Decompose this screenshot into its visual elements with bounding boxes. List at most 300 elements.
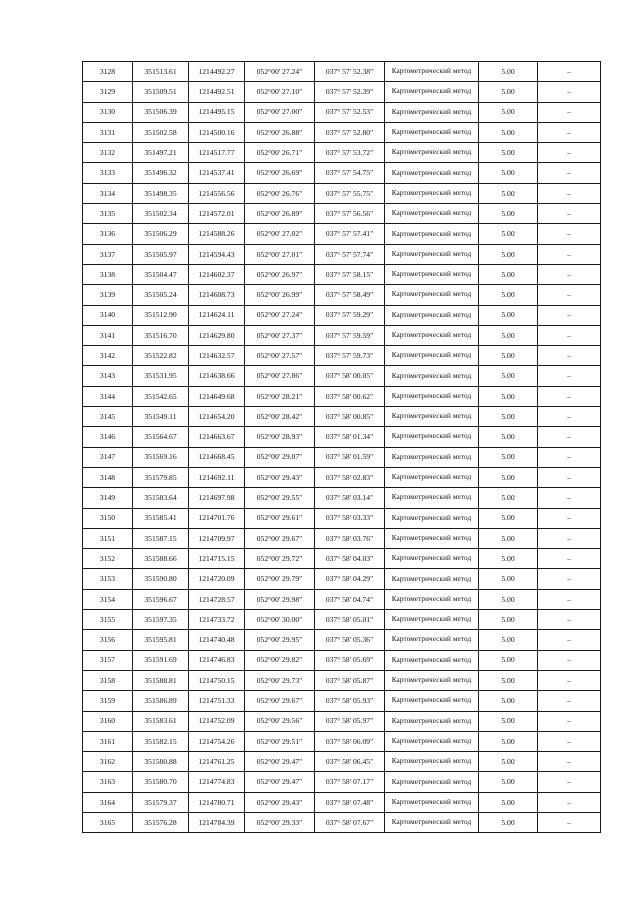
longitude-cell: 037° 57' 59.59" — [315, 325, 385, 345]
y-coordinate-cell: 1214754.26 — [189, 731, 245, 751]
method-cell: Картометрический метод — [385, 366, 479, 386]
longitude-cell: 037° 57' 56.56" — [315, 204, 385, 224]
table-row — [83, 650, 601, 670]
latitude-cell: 052°00' 29.33" — [245, 812, 315, 832]
method-cell: Картометрический метод — [385, 772, 479, 792]
y-coordinate-cell: 1214654.20 — [189, 407, 245, 427]
table-row — [83, 122, 601, 142]
description-cell: – — [538, 204, 601, 224]
table-row — [83, 447, 601, 467]
table-row — [83, 589, 601, 609]
x-coordinate-cell: 351596.67 — [133, 589, 189, 609]
description-cell: – — [538, 427, 601, 447]
table-row — [83, 508, 601, 528]
method-cell: Картометрический метод — [385, 731, 479, 751]
longitude-cell: 037° 57' 54.75" — [315, 163, 385, 183]
accuracy-cell: 5.00 — [479, 467, 538, 487]
longitude-cell: 037° 58' 02.83" — [315, 467, 385, 487]
x-coordinate-cell: 351504.47 — [133, 264, 189, 284]
method-cell: Картометрический метод — [385, 569, 479, 589]
y-coordinate-cell: 1214752.09 — [189, 711, 245, 731]
y-coordinate-cell: 1214588.26 — [189, 224, 245, 244]
coordinates-table-body — [83, 62, 601, 833]
method-cell: Картометрический метод — [385, 163, 479, 183]
latitude-cell: 052°00' 29.73" — [245, 670, 315, 690]
description-cell: – — [538, 569, 601, 589]
point-number-cell: 3147 — [83, 447, 133, 467]
y-coordinate-cell: 1214492.51 — [189, 82, 245, 102]
latitude-cell: 052°00' 27.24" — [245, 62, 315, 82]
longitude-cell: 037° 58' 06.09" — [315, 731, 385, 751]
longitude-cell: 037° 58' 03.14" — [315, 488, 385, 508]
y-coordinate-cell: 1214720.09 — [189, 569, 245, 589]
accuracy-cell: 5.00 — [479, 792, 538, 812]
table-row — [83, 630, 601, 650]
latitude-cell: 052°00' 28.93" — [245, 427, 315, 447]
latitude-cell: 052°00' 29.67" — [245, 528, 315, 548]
description-cell: – — [538, 589, 601, 609]
point-number-cell: 3137 — [83, 244, 133, 264]
description-cell: – — [538, 407, 601, 427]
method-cell: Картометрический метод — [385, 589, 479, 609]
x-coordinate-cell: 351509.51 — [133, 82, 189, 102]
longitude-cell: 037° 58' 05.97" — [315, 711, 385, 731]
point-number-cell: 3156 — [83, 630, 133, 650]
longitude-cell: 037° 57' 52.80" — [315, 122, 385, 142]
description-cell: – — [538, 122, 601, 142]
point-number-cell: 3154 — [83, 589, 133, 609]
x-coordinate-cell: 351502.58 — [133, 122, 189, 142]
accuracy-cell: 5.00 — [479, 772, 538, 792]
latitude-cell: 052°00' 29.95" — [245, 630, 315, 650]
accuracy-cell: 5.00 — [479, 731, 538, 751]
table-row — [83, 467, 601, 487]
latitude-cell: 052°00' 27.02" — [245, 224, 315, 244]
description-cell: – — [538, 305, 601, 325]
longitude-cell: 037° 58' 05.69" — [315, 650, 385, 670]
accuracy-cell: 5.00 — [479, 589, 538, 609]
latitude-cell: 052°00' 29.61" — [245, 508, 315, 528]
x-coordinate-cell: 351505.97 — [133, 244, 189, 264]
accuracy-cell: 5.00 — [479, 447, 538, 467]
x-coordinate-cell: 351585.41 — [133, 508, 189, 528]
latitude-cell: 052°00' 29.79" — [245, 569, 315, 589]
table-row — [83, 204, 601, 224]
method-cell: Картометрический метод — [385, 792, 479, 812]
latitude-cell: 052°00' 26.97" — [245, 264, 315, 284]
longitude-cell: 037° 57' 53.72" — [315, 143, 385, 163]
x-coordinate-cell: 351588.66 — [133, 549, 189, 569]
accuracy-cell: 5.00 — [479, 569, 538, 589]
table-row — [83, 224, 601, 244]
x-coordinate-cell: 351496.32 — [133, 163, 189, 183]
latitude-cell: 052°00' 28.21" — [245, 386, 315, 406]
description-cell: – — [538, 163, 601, 183]
longitude-cell: 037° 57' 52.38" — [315, 62, 385, 82]
description-cell: – — [538, 772, 601, 792]
method-cell: Картометрический метод — [385, 711, 479, 731]
table-row — [83, 752, 601, 772]
latitude-cell: 052°00' 26.99" — [245, 285, 315, 305]
latitude-cell: 052°00' 29.82" — [245, 650, 315, 670]
x-coordinate-cell: 351512.90 — [133, 305, 189, 325]
accuracy-cell: 5.00 — [479, 407, 538, 427]
accuracy-cell: 5.00 — [479, 163, 538, 183]
y-coordinate-cell: 1214602.37 — [189, 264, 245, 284]
longitude-cell: 037° 58' 04.03" — [315, 549, 385, 569]
table-row — [83, 102, 601, 122]
table-row — [83, 305, 601, 325]
x-coordinate-cell: 351580.88 — [133, 752, 189, 772]
accuracy-cell: 5.00 — [479, 630, 538, 650]
description-cell: – — [538, 630, 601, 650]
table-row — [83, 670, 601, 690]
y-coordinate-cell: 1214750.15 — [189, 670, 245, 690]
longitude-cell: 037° 58' 03.76" — [315, 528, 385, 548]
y-coordinate-cell: 1214495.15 — [189, 102, 245, 122]
y-coordinate-cell: 1214701.76 — [189, 508, 245, 528]
latitude-cell: 052°00' 29.72" — [245, 549, 315, 569]
accuracy-cell: 5.00 — [479, 488, 538, 508]
point-number-cell: 3141 — [83, 325, 133, 345]
x-coordinate-cell: 351542.65 — [133, 386, 189, 406]
latitude-cell: 052°00' 28.42" — [245, 407, 315, 427]
method-cell: Картометрический метод — [385, 143, 479, 163]
method-cell: Картометрический метод — [385, 122, 479, 142]
latitude-cell: 052°00' 29.07" — [245, 447, 315, 467]
latitude-cell: 052°00' 27.10" — [245, 82, 315, 102]
point-number-cell: 3144 — [83, 386, 133, 406]
longitude-cell: 037° 58' 00.62" — [315, 386, 385, 406]
latitude-cell: 052°00' 26.88" — [245, 122, 315, 142]
method-cell: Картометрический метод — [385, 447, 479, 467]
point-number-cell: 3132 — [83, 143, 133, 163]
latitude-cell: 052°00' 30.00" — [245, 610, 315, 630]
table-row — [83, 792, 601, 812]
y-coordinate-cell: 1214537.41 — [189, 163, 245, 183]
y-coordinate-cell: 1214608.73 — [189, 285, 245, 305]
point-number-cell: 3134 — [83, 183, 133, 203]
point-number-cell: 3148 — [83, 467, 133, 487]
method-cell: Картометрический метод — [385, 488, 479, 508]
accuracy-cell: 5.00 — [479, 102, 538, 122]
description-cell: – — [538, 488, 601, 508]
method-cell: Картометрический метод — [385, 752, 479, 772]
x-coordinate-cell: 351587.15 — [133, 528, 189, 548]
table-row — [83, 143, 601, 163]
method-cell: Картометрический метод — [385, 305, 479, 325]
x-coordinate-cell: 351583.61 — [133, 711, 189, 731]
method-cell: Картометрический метод — [385, 204, 479, 224]
description-cell: – — [538, 447, 601, 467]
point-number-cell: 3143 — [83, 366, 133, 386]
x-coordinate-cell: 351579.37 — [133, 792, 189, 812]
table-row — [83, 325, 601, 345]
y-coordinate-cell: 1214709.97 — [189, 528, 245, 548]
method-cell: Картометрический метод — [385, 325, 479, 345]
point-number-cell: 3129 — [83, 82, 133, 102]
table-row — [83, 346, 601, 366]
point-number-cell: 3130 — [83, 102, 133, 122]
point-number-cell: 3159 — [83, 691, 133, 711]
y-coordinate-cell: 1214733.72 — [189, 610, 245, 630]
latitude-cell: 052°00' 29.67" — [245, 691, 315, 711]
longitude-cell: 037° 57' 52.53" — [315, 102, 385, 122]
longitude-cell: 037° 57' 55.75" — [315, 183, 385, 203]
method-cell: Картометрический метод — [385, 812, 479, 832]
y-coordinate-cell: 1214668.45 — [189, 447, 245, 467]
x-coordinate-cell: 351564.67 — [133, 427, 189, 447]
table-row — [83, 285, 601, 305]
longitude-cell: 037° 57' 59.29" — [315, 305, 385, 325]
point-number-cell: 3164 — [83, 792, 133, 812]
accuracy-cell: 5.00 — [479, 528, 538, 548]
y-coordinate-cell: 1214715.15 — [189, 549, 245, 569]
y-coordinate-cell: 1214746.83 — [189, 650, 245, 670]
point-number-cell: 3139 — [83, 285, 133, 305]
table-row — [83, 183, 601, 203]
point-number-cell: 3128 — [83, 62, 133, 82]
point-number-cell: 3155 — [83, 610, 133, 630]
table-row — [83, 163, 601, 183]
longitude-cell: 037° 57' 57.41" — [315, 224, 385, 244]
method-cell: Картометрический метод — [385, 650, 479, 670]
y-coordinate-cell: 1214692.11 — [189, 467, 245, 487]
table-row — [83, 549, 601, 569]
y-coordinate-cell: 1214697.98 — [189, 488, 245, 508]
table-row — [83, 427, 601, 447]
x-coordinate-cell: 351597.35 — [133, 610, 189, 630]
x-coordinate-cell: 351498.35 — [133, 183, 189, 203]
accuracy-cell: 5.00 — [479, 82, 538, 102]
x-coordinate-cell: 351582.15 — [133, 731, 189, 751]
y-coordinate-cell: 1214517.77 — [189, 143, 245, 163]
description-cell: – — [538, 508, 601, 528]
accuracy-cell: 5.00 — [479, 650, 538, 670]
accuracy-cell: 5.00 — [479, 691, 538, 711]
method-cell: Картометрический метод — [385, 285, 479, 305]
table-row — [83, 772, 601, 792]
latitude-cell: 052°00' 27.01" — [245, 244, 315, 264]
description-cell: – — [538, 752, 601, 772]
accuracy-cell: 5.00 — [479, 752, 538, 772]
description-cell: – — [538, 549, 601, 569]
x-coordinate-cell: 351576.28 — [133, 812, 189, 832]
table-row — [83, 731, 601, 751]
x-coordinate-cell: 351591.69 — [133, 650, 189, 670]
longitude-cell: 037° 57' 58.15" — [315, 264, 385, 284]
x-coordinate-cell: 351549.11 — [133, 407, 189, 427]
longitude-cell: 037° 58' 07.67" — [315, 812, 385, 832]
x-coordinate-cell: 351506.29 — [133, 224, 189, 244]
point-number-cell: 3160 — [83, 711, 133, 731]
point-number-cell: 3162 — [83, 752, 133, 772]
longitude-cell: 037° 58' 01.34" — [315, 427, 385, 447]
description-cell: – — [538, 82, 601, 102]
description-cell: – — [538, 285, 601, 305]
longitude-cell: 037° 58' 07.17" — [315, 772, 385, 792]
description-cell: – — [538, 366, 601, 386]
accuracy-cell: 5.00 — [479, 285, 538, 305]
table-row — [83, 691, 601, 711]
latitude-cell: 052°00' 29.51" — [245, 731, 315, 751]
longitude-cell: 037° 57' 59.73" — [315, 346, 385, 366]
accuracy-cell: 5.00 — [479, 62, 538, 82]
latitude-cell: 052°00' 27.37" — [245, 325, 315, 345]
description-cell: – — [538, 711, 601, 731]
accuracy-cell: 5.00 — [479, 244, 538, 264]
accuracy-cell: 5.00 — [479, 610, 538, 630]
y-coordinate-cell: 1214500.16 — [189, 122, 245, 142]
y-coordinate-cell: 1214572.01 — [189, 204, 245, 224]
method-cell: Картометрический метод — [385, 427, 479, 447]
y-coordinate-cell: 1214492.27 — [189, 62, 245, 82]
longitude-cell: 037° 58' 01.59" — [315, 447, 385, 467]
point-number-cell: 3152 — [83, 549, 133, 569]
description-cell: – — [538, 812, 601, 832]
point-number-cell: 3135 — [83, 204, 133, 224]
latitude-cell: 052°00' 26.89" — [245, 204, 315, 224]
latitude-cell: 052°00' 29.98" — [245, 589, 315, 609]
point-number-cell: 3153 — [83, 569, 133, 589]
description-cell: – — [538, 325, 601, 345]
accuracy-cell: 5.00 — [479, 143, 538, 163]
method-cell: Картометрический метод — [385, 82, 479, 102]
longitude-cell: 037° 58' 03.33" — [315, 508, 385, 528]
latitude-cell: 052°00' 26.69" — [245, 163, 315, 183]
description-cell: – — [538, 528, 601, 548]
method-cell: Картометрический метод — [385, 224, 479, 244]
latitude-cell: 052°00' 29.47" — [245, 752, 315, 772]
longitude-cell: 037° 58' 04.74" — [315, 589, 385, 609]
longitude-cell: 037° 58' 06.45" — [315, 752, 385, 772]
latitude-cell: 052°00' 26.71" — [245, 143, 315, 163]
x-coordinate-cell: 351502.34 — [133, 204, 189, 224]
y-coordinate-cell: 1214780.71 — [189, 792, 245, 812]
description-cell: – — [538, 467, 601, 487]
point-number-cell: 3138 — [83, 264, 133, 284]
description-cell: – — [538, 610, 601, 630]
point-number-cell: 3149 — [83, 488, 133, 508]
y-coordinate-cell: 1214638.66 — [189, 366, 245, 386]
table-row — [83, 82, 601, 102]
method-cell: Картометрический метод — [385, 508, 479, 528]
description-cell: – — [538, 264, 601, 284]
longitude-cell: 037° 58' 05.36" — [315, 630, 385, 650]
y-coordinate-cell: 1214632.57 — [189, 346, 245, 366]
accuracy-cell: 5.00 — [479, 386, 538, 406]
longitude-cell: 037° 57' 57.74" — [315, 244, 385, 264]
description-cell: – — [538, 670, 601, 690]
y-coordinate-cell: 1214728.57 — [189, 589, 245, 609]
point-number-cell: 3165 — [83, 812, 133, 832]
description-cell: – — [538, 792, 601, 812]
y-coordinate-cell: 1214774.83 — [189, 772, 245, 792]
point-number-cell: 3133 — [83, 163, 133, 183]
latitude-cell: 052°00' 29.56" — [245, 711, 315, 731]
point-number-cell: 3157 — [83, 650, 133, 670]
latitude-cell: 052°00' 27.00" — [245, 102, 315, 122]
accuracy-cell: 5.00 — [479, 427, 538, 447]
description-cell: – — [538, 244, 601, 264]
point-number-cell: 3136 — [83, 224, 133, 244]
table-row — [83, 407, 601, 427]
accuracy-cell: 5.00 — [479, 305, 538, 325]
accuracy-cell: 5.00 — [479, 204, 538, 224]
latitude-cell: 052°00' 29.43" — [245, 467, 315, 487]
longitude-cell: 037° 58' 00.05" — [315, 366, 385, 386]
point-number-cell: 3146 — [83, 427, 133, 447]
accuracy-cell: 5.00 — [479, 183, 538, 203]
longitude-cell: 037° 58' 04.29" — [315, 569, 385, 589]
accuracy-cell: 5.00 — [479, 366, 538, 386]
accuracy-cell: 5.00 — [479, 224, 538, 244]
table-row — [83, 528, 601, 548]
longitude-cell: 037° 58' 00.85" — [315, 407, 385, 427]
method-cell: Картометрический метод — [385, 670, 479, 690]
method-cell: Картометрический метод — [385, 610, 479, 630]
description-cell: – — [538, 650, 601, 670]
description-cell: – — [538, 386, 601, 406]
x-coordinate-cell: 351497.21 — [133, 143, 189, 163]
x-coordinate-cell: 351583.64 — [133, 488, 189, 508]
x-coordinate-cell: 351588.81 — [133, 670, 189, 690]
table-row — [83, 711, 601, 731]
description-cell: – — [538, 143, 601, 163]
table-row — [83, 244, 601, 264]
y-coordinate-cell: 1214624.11 — [189, 305, 245, 325]
latitude-cell: 052°00' 29.47" — [245, 772, 315, 792]
x-coordinate-cell: 351586.89 — [133, 691, 189, 711]
table-row — [83, 366, 601, 386]
method-cell: Картометрический метод — [385, 386, 479, 406]
longitude-cell: 037° 58' 05.87" — [315, 670, 385, 690]
table-row — [83, 62, 601, 82]
method-cell: Картометрический метод — [385, 62, 479, 82]
accuracy-cell: 5.00 — [479, 264, 538, 284]
y-coordinate-cell: 1214663.67 — [189, 427, 245, 447]
longitude-cell: 037° 58' 07.48" — [315, 792, 385, 812]
table-row — [83, 264, 601, 284]
accuracy-cell: 5.00 — [479, 122, 538, 142]
x-coordinate-cell: 351522.82 — [133, 346, 189, 366]
method-cell: Картометрический метод — [385, 467, 479, 487]
latitude-cell: 052°00' 29.43" — [245, 792, 315, 812]
latitude-cell: 052°00' 29.55" — [245, 488, 315, 508]
point-number-cell: 3158 — [83, 670, 133, 690]
point-number-cell: 3140 — [83, 305, 133, 325]
x-coordinate-cell: 351505.24 — [133, 285, 189, 305]
y-coordinate-cell: 1214761.25 — [189, 752, 245, 772]
longitude-cell: 037° 58' 05.93" — [315, 691, 385, 711]
method-cell: Картометрический метод — [385, 630, 479, 650]
x-coordinate-cell: 351580.70 — [133, 772, 189, 792]
accuracy-cell: 5.00 — [479, 812, 538, 832]
method-cell: Картометрический метод — [385, 102, 479, 122]
y-coordinate-cell: 1214594.43 — [189, 244, 245, 264]
y-coordinate-cell: 1214751.33 — [189, 691, 245, 711]
method-cell: Картометрический метод — [385, 407, 479, 427]
point-number-cell: 3145 — [83, 407, 133, 427]
latitude-cell: 052°00' 26.76" — [245, 183, 315, 203]
point-number-cell: 3161 — [83, 731, 133, 751]
x-coordinate-cell: 351531.95 — [133, 366, 189, 386]
y-coordinate-cell: 1214556.56 — [189, 183, 245, 203]
coordinates-table — [82, 61, 601, 833]
longitude-cell: 037° 57' 58.49" — [315, 285, 385, 305]
description-cell: – — [538, 346, 601, 366]
latitude-cell: 052°00' 27.24" — [245, 305, 315, 325]
